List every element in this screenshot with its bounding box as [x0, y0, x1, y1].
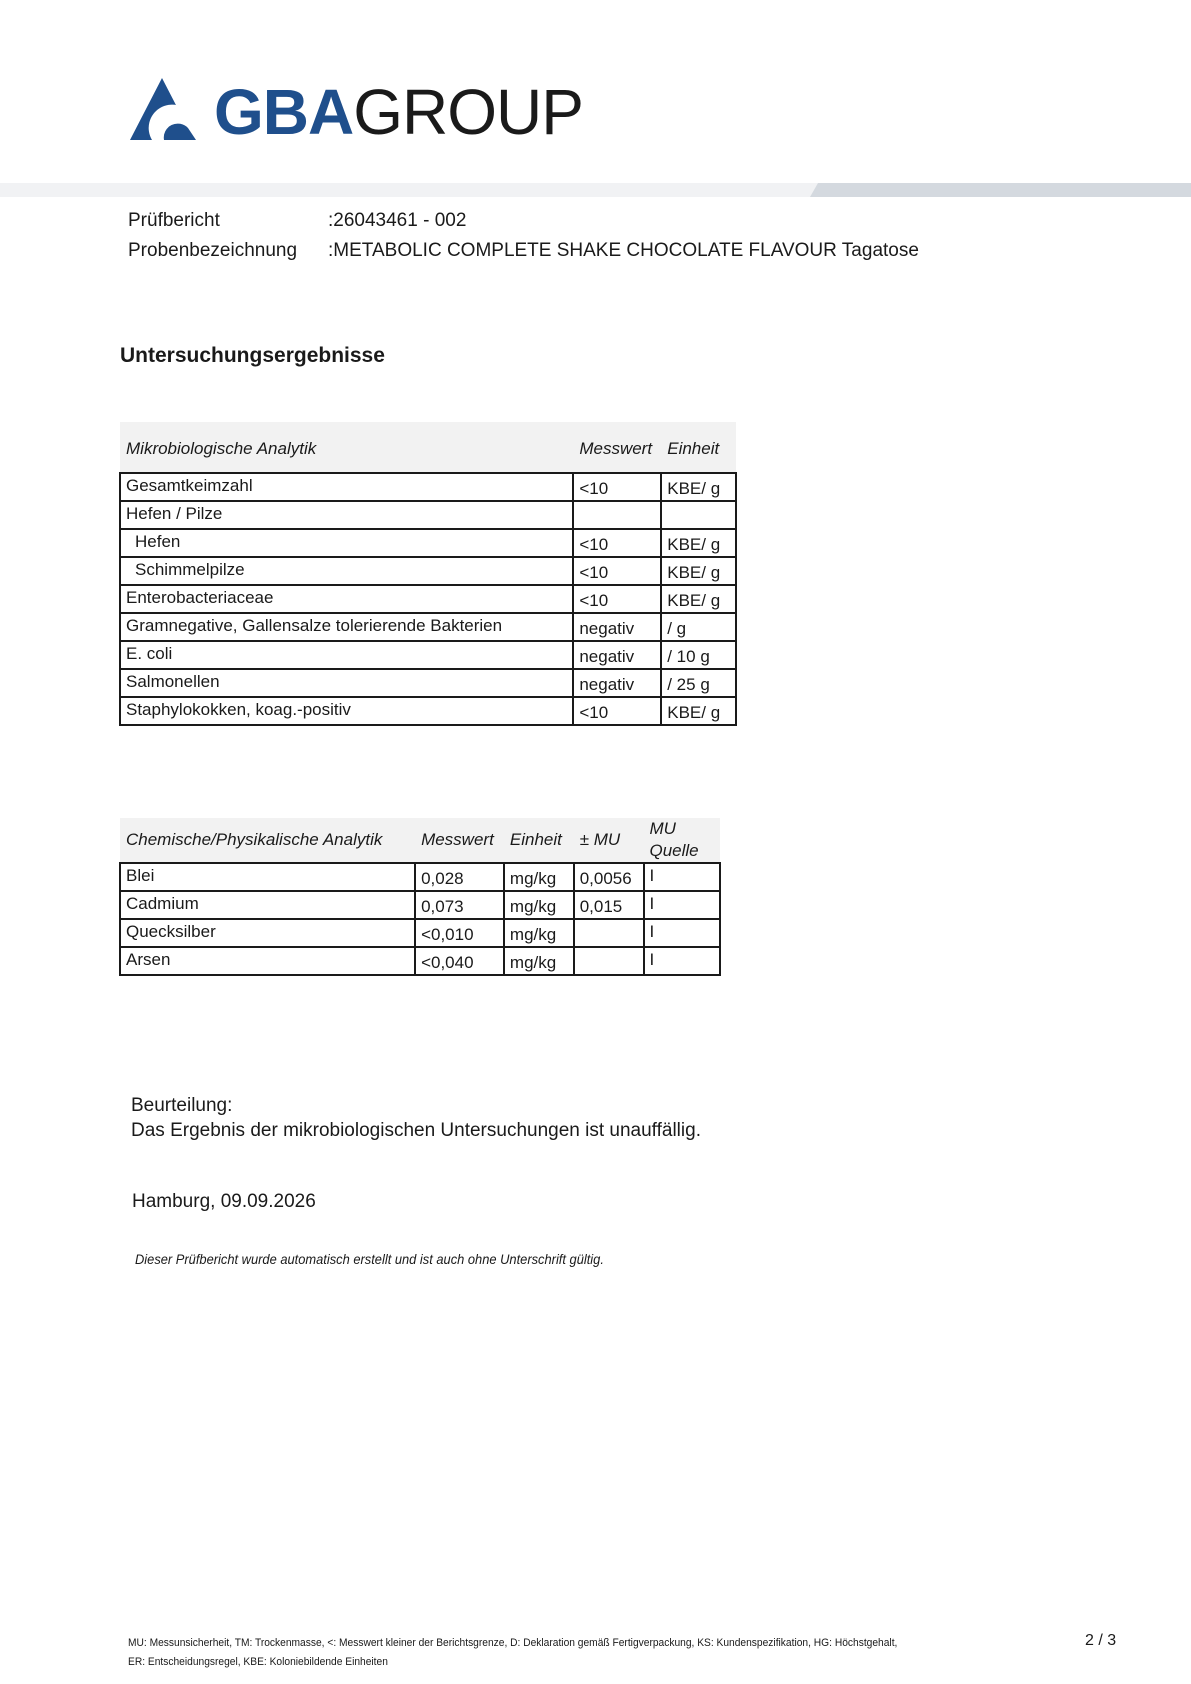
- table-row: [120, 919, 720, 947]
- footer-legend-line-2: ER: Entscheidungsregel, KBE: Koloniebildende Einheiten: [128, 1656, 388, 1668]
- unit: mg/kg: [504, 891, 574, 919]
- logo-wordmark: [214, 76, 583, 148]
- analysis-name: Hefen: [120, 529, 573, 557]
- unit: mg/kg: [504, 919, 574, 947]
- assessment-block: [131, 1093, 701, 1143]
- analysis-name: Hefen / Pilze: [120, 501, 573, 529]
- mu-value: 0,015: [574, 891, 644, 919]
- micro-results-table: [119, 422, 737, 726]
- table-row: [120, 641, 736, 669]
- measured-value: negativ: [573, 641, 661, 669]
- micro-header-value: Messwert: [573, 422, 661, 473]
- measured-value: <0,010: [415, 919, 504, 947]
- mu-value: [574, 947, 644, 975]
- analysis-name: Salmonellen: [120, 669, 573, 697]
- chem-header-source-line: Quelle: [649, 841, 699, 860]
- chem-header-mu-source: [644, 818, 721, 863]
- unit: KBE/ g: [661, 557, 736, 585]
- gba-group-logo: [130, 76, 583, 148]
- micro-header-analysis: Mikrobiologische Analytik: [120, 422, 573, 473]
- mu-source: I: [644, 863, 721, 891]
- table-row: [120, 947, 720, 975]
- logo-brand-light: GROUP: [353, 76, 583, 148]
- measured-value: <10: [573, 529, 661, 557]
- page-number: 2 / 3: [1085, 1632, 1117, 1649]
- analysis-name: Staphylokokken, koag.-positiv: [120, 697, 573, 725]
- unit: KBE/ g: [661, 529, 736, 557]
- unit: / 10 g: [661, 641, 736, 669]
- measured-value: [573, 501, 661, 529]
- table-row: [120, 697, 736, 725]
- assessment-label: Beurteilung:: [131, 1095, 233, 1116]
- analysis-name: Gramnegative, Gallensalze tolerierende Bakterien: [120, 613, 573, 641]
- micro-header-unit: Einheit: [661, 422, 736, 473]
- measured-value: 0,073: [415, 891, 504, 919]
- table-row: [120, 669, 736, 697]
- analysis-name: Enterobacteriaceae: [120, 585, 573, 613]
- auto-generated-note: Dieser Prüfbericht wurde automatisch erstellt und ist auch ohne Unterschrift gültig.: [135, 1251, 604, 1267]
- gba-triangle-logo-icon: [130, 78, 204, 140]
- measured-value: <10: [573, 557, 661, 585]
- report-number-value: :26043461 - 002: [328, 210, 467, 231]
- section-title: Untersuchungsergebnisse: [120, 344, 385, 367]
- unit: [661, 501, 736, 529]
- table-row: [120, 585, 736, 613]
- unit: mg/kg: [504, 863, 574, 891]
- mu-source: I: [644, 947, 721, 975]
- table-row: [120, 557, 736, 585]
- micro-header-row: [120, 422, 736, 473]
- sample-name-value: :METABOLIC COMPLETE SHAKE CHOCOLATE FLAVOUR Tagatose: [328, 240, 919, 261]
- measured-value: <10: [573, 473, 661, 501]
- analysis-name: Cadmium: [120, 891, 415, 919]
- analysis-name: Blei: [120, 863, 415, 891]
- chem-header-analysis: Chemische/Physikalische Analytik: [120, 818, 415, 863]
- analysis-name: Gesamtkeimzahl: [120, 473, 573, 501]
- analysis-name: Schimmelpilze: [120, 557, 573, 585]
- mu-value: 0,0056: [574, 863, 644, 891]
- table-row: [120, 473, 736, 501]
- chem-header-mu-line: MU: [649, 819, 676, 838]
- place-date: Hamburg, 09.09.2026: [132, 1191, 316, 1212]
- unit: KBE/ g: [661, 473, 736, 501]
- sample-name-label: Probenbezeichnung: [128, 240, 298, 261]
- measured-value: <10: [573, 697, 661, 725]
- analysis-name: Arsen: [120, 947, 415, 975]
- measured-value: negativ: [573, 669, 661, 697]
- chem-header-row: [120, 818, 720, 863]
- header-band-dark: [810, 183, 1191, 197]
- table-row: [120, 501, 736, 529]
- measured-value: <10: [573, 585, 661, 613]
- unit: / g: [661, 613, 736, 641]
- assessment-text: Das Ergebnis der mikrobiologischen Untersuchungen ist unauffällig.: [131, 1120, 701, 1141]
- table-row: [120, 529, 736, 557]
- measured-value: negativ: [573, 613, 661, 641]
- logo-brand-bold: GBA: [214, 76, 354, 148]
- table-row: [120, 613, 736, 641]
- chem-header-value: Messwert: [415, 818, 504, 863]
- report-number-label: Prüfbericht: [128, 210, 220, 231]
- mu-value: [574, 919, 644, 947]
- chem-results-table: [119, 818, 721, 976]
- measured-value: <0,040: [415, 947, 504, 975]
- unit: mg/kg: [504, 947, 574, 975]
- table-row: [120, 891, 720, 919]
- unit: KBE/ g: [661, 585, 736, 613]
- analysis-name: Quecksilber: [120, 919, 415, 947]
- mu-source: I: [644, 919, 721, 947]
- measured-value: 0,028: [415, 863, 504, 891]
- chem-header-mu: ± MU: [574, 818, 644, 863]
- unit: / 25 g: [661, 669, 736, 697]
- header-band-light: [0, 183, 820, 197]
- table-row: [120, 863, 720, 891]
- unit: KBE/ g: [661, 697, 736, 725]
- chem-header-unit: Einheit: [504, 818, 574, 863]
- analysis-name: E. coli: [120, 641, 573, 669]
- footer-legend: [128, 1634, 897, 1672]
- mu-source: I: [644, 891, 721, 919]
- footer-legend-line-1: MU: Messunsicherheit, TM: Trockenmasse, <: Messwert kleiner der Berichtsgrenze, D: Deklaration gemäß Fertigverpackung, KS: Kundenspezifikation, HG: Höchstgehalt,: [128, 1637, 898, 1649]
